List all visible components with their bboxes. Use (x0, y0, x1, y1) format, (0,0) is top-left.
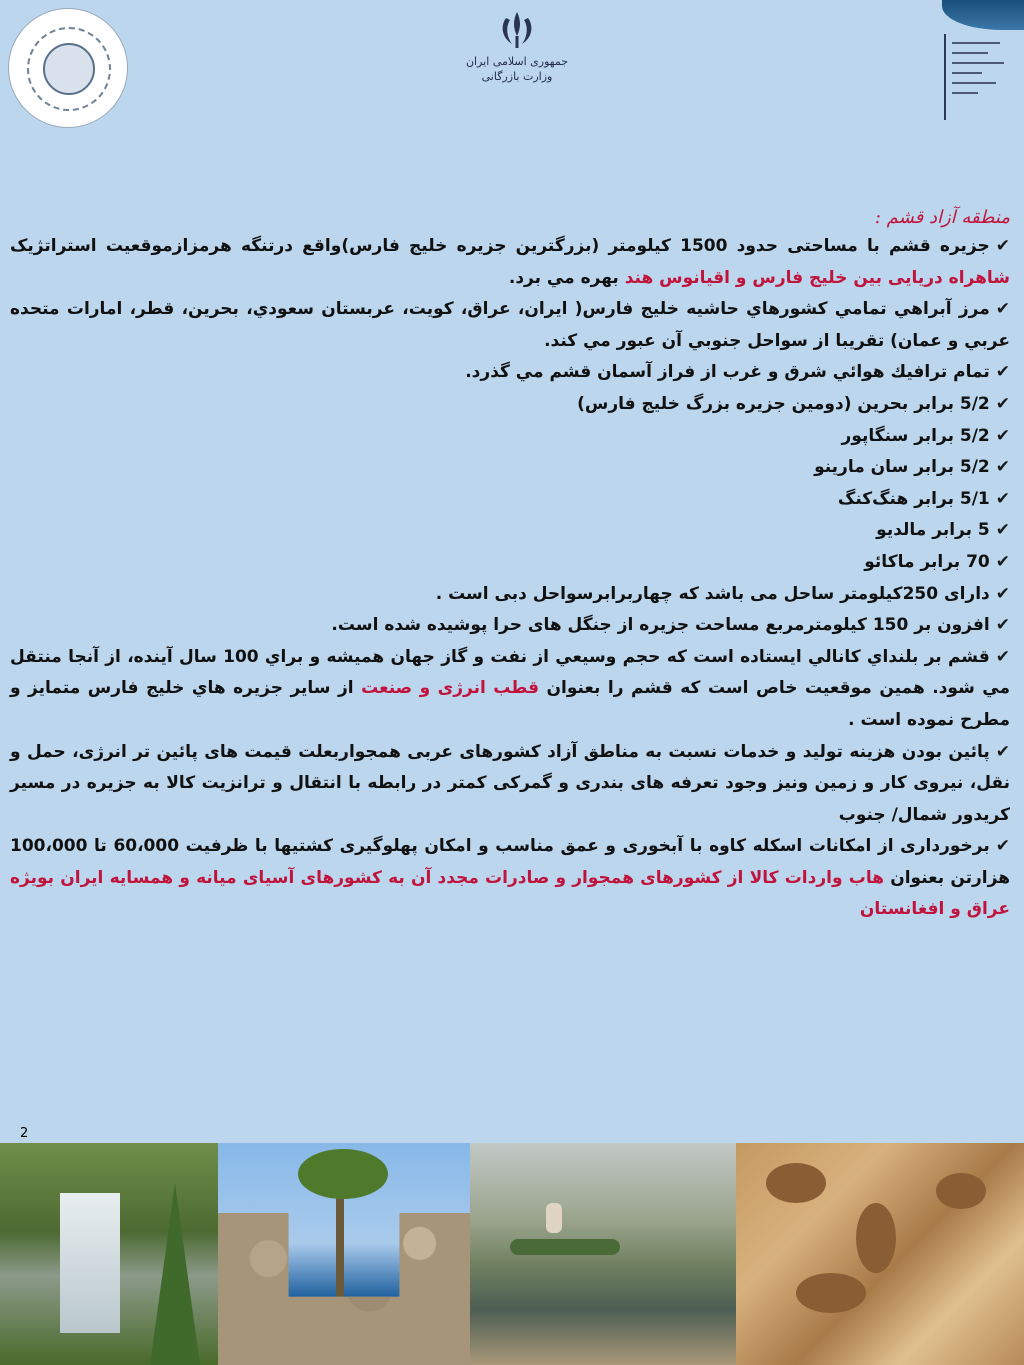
bullet-text: 5 برابر مالديو (876, 520, 990, 541)
checkmark-icon: ✔ (995, 236, 1010, 256)
ministry-name: وزارت بازرگانی (481, 70, 553, 83)
mangrove-lake-photo (470, 1143, 736, 1365)
bullet-item (10, 294, 1010, 357)
checkmark-icon: ✔ (995, 488, 1010, 509)
bullet-item (10, 389, 1010, 421)
bullet-text: پائين بودن هزينه توليد و خدمات نسبت به مناطق آزاد كشورهای عربی همجواربعلت قيمت های پائين تر انرژی، حمل و نقل، نيروی كار و زمين ونيز وجود تعرفه های بندری و گمركی كمتر در رابطه با انتقال و ترانزيت كالا به جزيره در مسير كريدور شمال/ جنوب (10, 741, 1010, 825)
bullet-text: قشم بر بلنداي كانالي ايستاده است كه حجم وسيعي از نفت و گاز جهان هميشه و براي 100 سال آينده، از آنجا منتقل مي شود. همين موقعيت خاص است كه قشم را بعنوان (10, 646, 1011, 699)
checkmark-icon: ✔ (995, 551, 1010, 572)
bullet-text: 5/1 برابر هنگ‌كنگ (837, 488, 990, 509)
checkmark-icon: ✔ (995, 362, 1010, 383)
waterfall-shape (60, 1193, 120, 1333)
bullet-item (10, 737, 1010, 832)
photo-strip (0, 1143, 1024, 1365)
checkmark-icon: ✔ (995, 615, 1010, 636)
reeds-shape (510, 1239, 620, 1255)
organization-seal-logo (8, 8, 128, 128)
bullet-item (10, 610, 1010, 642)
bullet-item (10, 421, 1010, 453)
bullet-text: 5/2 برابر سنگاپور (841, 425, 990, 446)
bullet-item (10, 231, 1010, 294)
bullet-item (10, 547, 1010, 579)
wave-graphic (942, 0, 1024, 30)
bullet-item (10, 515, 1010, 547)
checkmark-icon: ✔ (995, 646, 1010, 667)
calligraphy-graphic (944, 34, 1020, 120)
bullet-text: دارای 250كيلومتر ساحل می باشد كه چهاربرابرسواحل دبی است . (435, 583, 990, 604)
palm-fronds (298, 1149, 388, 1199)
bullet-item (10, 484, 1010, 516)
highlight-text: شاهراه دريايی بين خليج فارس و اقيانوس هند (624, 267, 1010, 288)
highlight-text: هاب واردات كالا از كشورهای همجوار و صادرات مجدد آن به كشورهای آسيای ميانه و همسايه ايران بويژه عراق و افغانستان (10, 867, 1010, 920)
bullet-list (10, 231, 1010, 926)
bullet-item (10, 357, 1010, 389)
bullet-text: 70 برابر ماكائو (864, 551, 990, 572)
national-plan-logo (938, 0, 1024, 124)
bullet-text: افزون بر 150 كيلومترمربع مساحت جزيره از جنگل های حرا پوشيده شده است. (331, 615, 990, 636)
main-content (10, 205, 1010, 926)
header (0, 0, 1024, 160)
seal-center (43, 43, 95, 95)
checkmark-icon: ✔ (995, 299, 1010, 320)
stone-wall (218, 1213, 470, 1365)
checkmark-icon: ✔ (995, 393, 1010, 414)
rock-hollow (766, 1163, 826, 1203)
bullet-text: 5/2 برابر بحرين (دومين جزيره بزرگ خليج فارس) (577, 393, 990, 414)
iran-emblem-icon (494, 8, 540, 54)
checkmark-icon: ✔ (995, 836, 1010, 857)
figure-shape (546, 1203, 562, 1233)
rock-hollow (936, 1173, 986, 1209)
bullet-text: جزيره قشم با مساحتی حدود 1500 كيلومتر (بزرگترين جزيره خليج فارس)واقع درتنگه هرمزازموقعيت استراتژيک (10, 236, 990, 256)
ministry-emblem (462, 8, 572, 108)
checkmark-icon: ✔ (995, 520, 1010, 541)
stone-ruins-palm-photo (218, 1143, 470, 1365)
bullet-item (10, 642, 1010, 737)
bullet-text: 5/2 برابر سان مارينو (814, 457, 990, 478)
tree-shape (150, 1183, 200, 1365)
checkmark-icon: ✔ (995, 583, 1010, 604)
bullet-item (10, 831, 1010, 926)
rock-hollow (796, 1273, 866, 1313)
bullet-text: از ساير جزيره هاي خليج فارس متمايز و مطرح نموده است . (10, 678, 1010, 730)
bullet-text: بهره مي برد. (508, 267, 625, 288)
page-number: 2 (20, 1126, 29, 1141)
rock-hollow (856, 1203, 896, 1273)
country-name: جمهوری اسلامی ایران (465, 55, 569, 68)
highlight-text: قطب انرژی و صنعت (361, 678, 539, 699)
bullet-item (10, 452, 1010, 484)
bullet-text: تمام ترافيك هوائي شرق و غرب از فراز آسمان قشم مي گذرد. (465, 362, 990, 383)
bullet-text: مرز آبراهي تمامي كشورهاي حاشيه خليج فارس( ايران، عراق، كويت، عربستان سعودي، بحرين، قطر، امارات متحده عربي و عمان) تقريبا از سواحل جنوبي آن عبور مي كند. (10, 299, 1010, 351)
checkmark-icon: ✔ (995, 741, 1010, 762)
waterfall-photo (0, 1143, 218, 1365)
sandstone-canyon-photo (736, 1143, 1024, 1365)
bullet-item (10, 579, 1010, 611)
section-heading: منطقه آزاد قشم : (874, 207, 1010, 228)
checkmark-icon: ✔ (995, 425, 1010, 446)
checkmark-icon: ✔ (995, 457, 1010, 478)
bullet-text: برخورداری از امكانات اسكله كاوه با آبخوری و عمق مناسب و امكان پهلوگيری كشتيها با ظرفيت 60،000 تا 100،000 هزارتن بعنوان (10, 836, 1010, 888)
